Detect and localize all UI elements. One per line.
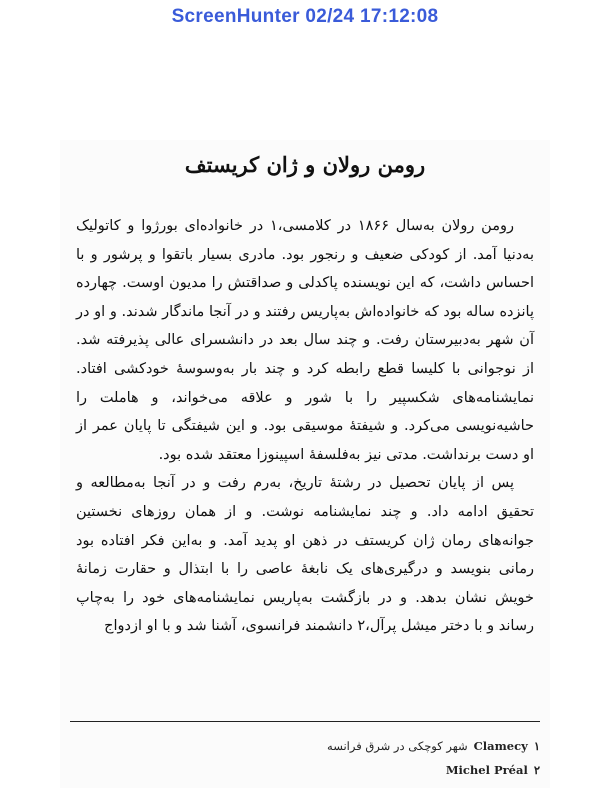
page-title: رومن رولان و ژان کریستف (184, 152, 426, 177)
footnote-1 (70, 734, 540, 758)
footnotes (70, 734, 540, 782)
paragraph-1: رومن رولان به‌سال ۱۸۶۶ در کلامسی،۱ در خانواده‌ای بورژوا و کاتولیک به‌دنیا آمد. از کودکی ضعیف و رنجور بود. مادری بسیار باتقوا و پرشور و با احساس داشت، که این نویسنده پاکدلی و صداقتش را مدیون اوست. چهارده پانزده ساله بود که خانواده‌اش به‌پاریس رفتند و در آنجا ماندگار شدند. و او در آن شهر به‌دبیرستان رفت. و چند سال بعد در دانشسرای عالی پذیرفته شد. از نوجوانی با کلیسا قطع رابطه کرد و چند بار به‌وسوسهٔ خودکشی افتاد. نمایشنامه‌های شکسپیر را با شور و علاقه می‌خواند، و هاملت را حاشیه‌نویسی می‌کرد. و شیفتهٔ موسیقی بود. و این شیفتگی تا پایان عمر از او دست برنداشت. مدتی نیز به‌فلسفهٔ اسپینوزا معتقد شده بود. (76, 218, 534, 463)
footnote-number: ۲ (533, 763, 540, 777)
screenhunter-banner: ScreenHunter 02/24 17:12:08 (171, 6, 439, 27)
footnote-text: شهر کوچکی در شرق فرانسه (327, 739, 468, 753)
footnote-latin-term: Clamecy (473, 739, 528, 753)
footnote-number: ۱ (533, 739, 540, 753)
paragraph-2: پس از پایان تحصیل در رشتهٔ تاریخ، به‌رم رفت و در آنجا به‌مطالعه و تحقیق ادامه داد. و چند نمایشنامه نوشت. و از همان روزهای نخستین جوانه‌های رمان ژان کریستف در ذهن او پدید آمد. و به‌این فکر افتاده بود رمانی بنویسد و درگیری‌های یک نابغهٔ عاصی را با ابتذال و حقارت زمانهٔ خویش نشان بدهد. و در بازگشت به‌پاریس نمایشنامه‌های خود را به‌چاپ رساند و با دختر میشل پرآل،۲ دانشمند فرانسوی، آشنا شد و با او ازدواج (76, 475, 534, 635)
footnote-latin-term: Michel Préal (445, 763, 528, 777)
footnote-2 (70, 758, 540, 782)
scanned-page (60, 140, 550, 788)
footnote-divider (70, 721, 540, 722)
body-text (76, 212, 534, 641)
